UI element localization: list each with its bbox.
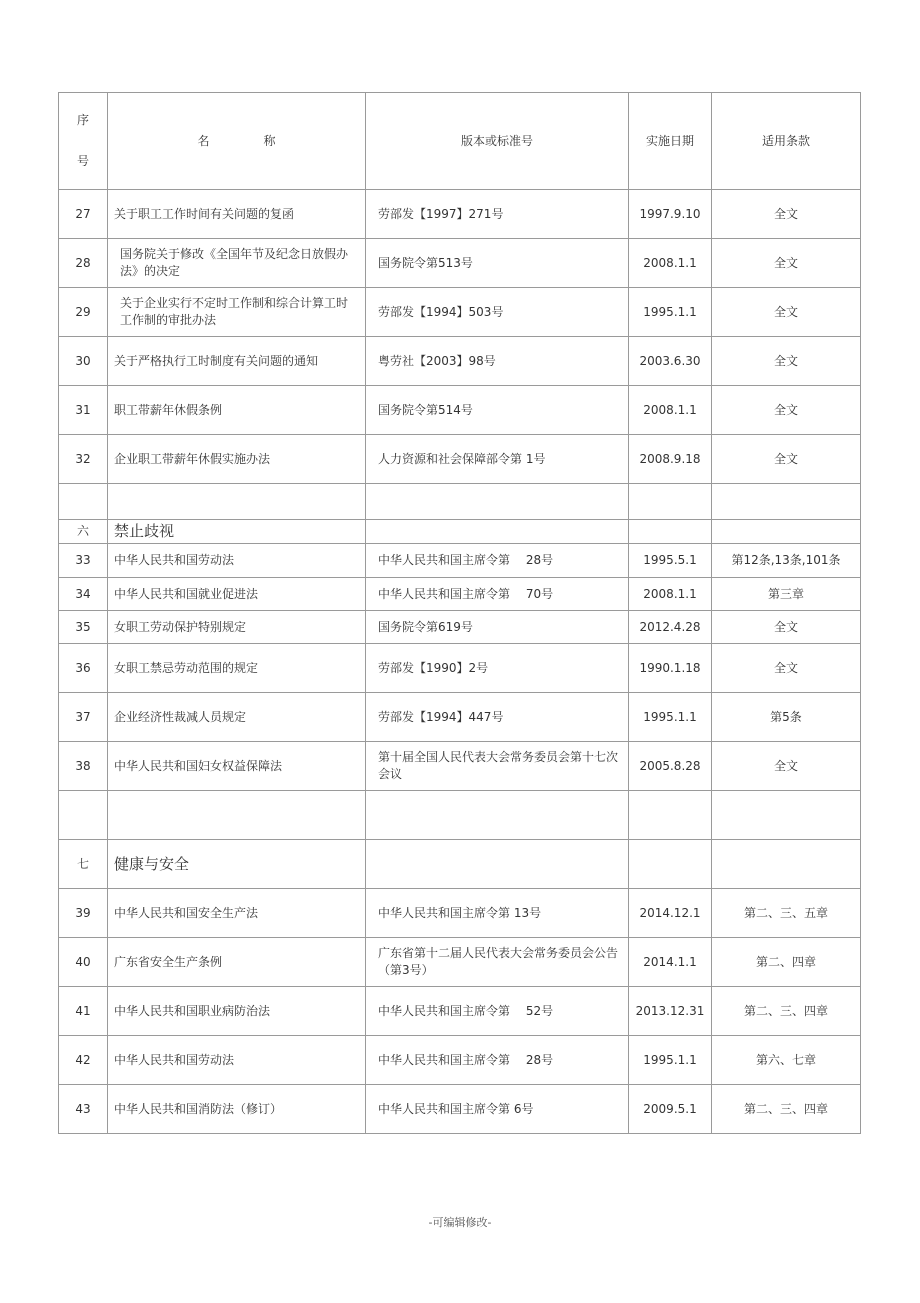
effective-date: 1990.1.18 [629, 644, 712, 693]
table-row [59, 337, 861, 386]
table-row [59, 190, 861, 239]
row-number: 40 [59, 938, 108, 987]
applicable-clauses: 第二、三、四章 [712, 987, 861, 1036]
regulation-name: 中华人民共和国劳动法 [108, 544, 366, 578]
empty-cell [712, 484, 861, 520]
regulation-version: 粤劳社【2003】98号 [366, 337, 629, 386]
section-title: 健康与安全 [108, 840, 366, 889]
row-number: 27 [59, 190, 108, 239]
regulation-version: 中华人民共和国主席令第 28号 [366, 1036, 629, 1085]
table-row [59, 435, 861, 484]
table-row [59, 578, 861, 611]
table-row [59, 644, 861, 693]
regulations-table [58, 92, 861, 1134]
header-row [59, 93, 861, 190]
regulation-version: 人力资源和社会保障部令第 1号 [366, 435, 629, 484]
empty-cell [108, 791, 366, 840]
regulation-name: 中华人民共和国劳动法 [108, 1036, 366, 1085]
regulation-version: 劳部发【1990】2号 [366, 644, 629, 693]
empty-cell [712, 520, 861, 544]
section-number: 六 [59, 520, 108, 544]
applicable-clauses: 全文 [712, 337, 861, 386]
row-number: 33 [59, 544, 108, 578]
applicable-clauses: 全文 [712, 742, 861, 791]
applicable-clauses: 第六、七章 [712, 1036, 861, 1085]
effective-date: 2005.8.28 [629, 742, 712, 791]
effective-date: 2013.12.31 [629, 987, 712, 1036]
table-row [59, 544, 861, 578]
effective-date: 2008.9.18 [629, 435, 712, 484]
table-row [59, 693, 861, 742]
row-number: 29 [59, 288, 108, 337]
applicable-clauses: 全文 [712, 435, 861, 484]
table-row [59, 742, 861, 791]
regulation-name: 企业经济性裁减人员规定 [108, 693, 366, 742]
regulation-version: 中华人民共和国主席令第 70号 [366, 578, 629, 611]
applicable-clauses: 全文 [712, 239, 861, 288]
regulation-name: 广东省安全生产条例 [108, 938, 366, 987]
row-number: 38 [59, 742, 108, 791]
table-row [59, 1085, 861, 1134]
effective-date: 1995.5.1 [629, 544, 712, 578]
table-row [59, 1036, 861, 1085]
table-row [59, 386, 861, 435]
regulation-version: 劳部发【1997】271号 [366, 190, 629, 239]
table-row [59, 611, 861, 644]
row-number: 39 [59, 889, 108, 938]
effective-date: 1995.1.1 [629, 288, 712, 337]
empty-row [59, 791, 861, 840]
section-title: 禁止歧视 [108, 520, 366, 544]
regulation-version: 中华人民共和国主席令第 52号 [366, 987, 629, 1036]
effective-date: 2008.1.1 [629, 578, 712, 611]
row-number: 35 [59, 611, 108, 644]
table-row [59, 889, 861, 938]
regulation-name: 关于职工工作时间有关问题的复函 [108, 190, 366, 239]
regulation-version: 国务院令第619号 [366, 611, 629, 644]
name-header: 名 称 [108, 93, 366, 190]
table-row [59, 288, 861, 337]
table-row [59, 239, 861, 288]
regulation-name: 女职工禁忌劳动范围的规定 [108, 644, 366, 693]
regulation-name: 中华人民共和国妇女权益保障法 [108, 742, 366, 791]
empty-cell [366, 840, 629, 889]
row-number: 37 [59, 693, 108, 742]
regulation-version: 中华人民共和国主席令第 28号 [366, 544, 629, 578]
row-number: 41 [59, 987, 108, 1036]
table-row [59, 987, 861, 1036]
empty-cell [366, 520, 629, 544]
empty-cell [629, 520, 712, 544]
regulation-version: 国务院令第513号 [366, 239, 629, 288]
empty-row [59, 484, 861, 520]
empty-cell [629, 840, 712, 889]
date-header: 实施日期 [629, 93, 712, 190]
regulation-version: 第十届全国人民代表大会常务委员会第十七次会议 [366, 742, 629, 791]
applicable-clauses: 第三章 [712, 578, 861, 611]
effective-date: 2014.12.1 [629, 889, 712, 938]
applicable-clauses: 第二、三、五章 [712, 889, 861, 938]
effective-date: 2009.5.1 [629, 1085, 712, 1134]
regulation-version: 劳部发【1994】503号 [366, 288, 629, 337]
row-number: 34 [59, 578, 108, 611]
regulation-name: 中华人民共和国就业促进法 [108, 578, 366, 611]
regulation-version: 中华人民共和国主席令第 6号 [366, 1085, 629, 1134]
applicable-clauses: 全文 [712, 386, 861, 435]
regulation-name: 中华人民共和国消防法（修订） [108, 1085, 366, 1134]
regulation-name: 关于企业实行不定时工作制和综合计算工时工作制的审批办法 [108, 288, 366, 337]
section-row [59, 840, 861, 889]
page-footer: -可编辑修改- [428, 1216, 492, 1229]
version-header: 版本或标准号 [366, 93, 629, 190]
effective-date: 2008.1.1 [629, 239, 712, 288]
regulation-version: 国务院令第514号 [366, 386, 629, 435]
regulation-version: 劳部发【1994】447号 [366, 693, 629, 742]
applicable-clauses: 第二、三、四章 [712, 1085, 861, 1134]
clauses-header: 适用条款 [712, 93, 861, 190]
regulation-name: 企业职工带薪年休假实施办法 [108, 435, 366, 484]
effective-date: 1995.1.1 [629, 693, 712, 742]
applicable-clauses: 全文 [712, 190, 861, 239]
row-number: 30 [59, 337, 108, 386]
empty-cell [629, 484, 712, 520]
row-number: 32 [59, 435, 108, 484]
applicable-clauses: 全文 [712, 288, 861, 337]
table-row [59, 938, 861, 987]
regulation-name: 中华人民共和国职业病防治法 [108, 987, 366, 1036]
applicable-clauses: 全文 [712, 644, 861, 693]
effective-date: 1995.1.1 [629, 1036, 712, 1085]
regulation-name: 中华人民共和国安全生产法 [108, 889, 366, 938]
row-number: 43 [59, 1085, 108, 1134]
empty-cell [108, 484, 366, 520]
regulation-name: 国务院关于修改《全国年节及纪念日放假办法》的决定 [108, 239, 366, 288]
effective-date: 2012.4.28 [629, 611, 712, 644]
empty-cell [629, 791, 712, 840]
section-number: 七 [59, 840, 108, 889]
effective-date: 1997.9.10 [629, 190, 712, 239]
applicable-clauses: 第12条,13条,101条 [712, 544, 861, 578]
regulation-name: 关于严格执行工时制度有关问题的通知 [108, 337, 366, 386]
empty-cell [712, 840, 861, 889]
regulation-version: 中华人民共和国主席令第 13号 [366, 889, 629, 938]
regulation-name: 女职工劳动保护特别规定 [108, 611, 366, 644]
row-number: 28 [59, 239, 108, 288]
row-number: 31 [59, 386, 108, 435]
row-number: 36 [59, 644, 108, 693]
empty-cell [366, 484, 629, 520]
effective-date: 2014.1.1 [629, 938, 712, 987]
seq-header: 序 号 [59, 93, 108, 190]
empty-cell [59, 484, 108, 520]
applicable-clauses: 第二、四章 [712, 938, 861, 987]
section-row [59, 520, 861, 544]
regulation-name: 职工带薪年休假条例 [108, 386, 366, 435]
row-number: 42 [59, 1036, 108, 1085]
regulation-version: 广东省第十二届人民代表大会常务委员会公告（第3号） [366, 938, 629, 987]
empty-cell [712, 791, 861, 840]
empty-cell [366, 791, 629, 840]
applicable-clauses: 第5条 [712, 693, 861, 742]
effective-date: 2008.1.1 [629, 386, 712, 435]
effective-date: 2003.6.30 [629, 337, 712, 386]
empty-cell [59, 791, 108, 840]
applicable-clauses: 全文 [712, 611, 861, 644]
